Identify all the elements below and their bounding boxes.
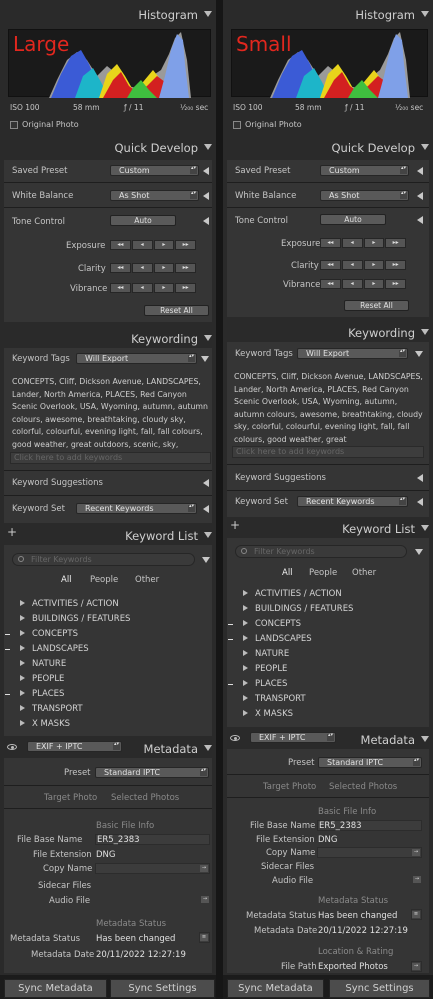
list-icon: ≡ [413,911,419,917]
list-item[interactable]: PLACES [20,689,64,699]
shutter-speed: ¹⁄₂₀₀ sec [395,103,424,112]
tab-people[interactable]: People [309,568,338,578]
tab-all[interactable]: All [282,568,293,578]
list-item[interactable]: X MASKS [20,719,70,729]
metadata-header[interactable] [0,739,216,759]
keywording-header[interactable] [223,323,433,343]
metadata-status-button[interactable] [199,932,210,943]
panel-title: Metadata [143,742,198,756]
sync-bar [0,975,216,999]
column-divider [216,0,223,999]
expand-arrow-icon [243,605,248,611]
list-item[interactable]: NATURE [20,659,66,669]
expand-icon[interactable] [203,505,209,513]
applied-marker-icon [228,624,233,625]
chevron-updown-icon: ▴▾ [400,192,407,199]
expand-icon[interactable] [417,192,423,200]
iso-value: ISO 100 [233,103,263,112]
panel-title: Histogram [138,8,198,22]
aperture: ƒ / 11 [124,103,144,112]
saved-preset-label: Saved Preset [235,166,291,176]
copy-name-label: Copy Name [43,864,93,874]
expand-arrow-icon [243,620,248,626]
list-item[interactable]: TRANSPORT [243,694,306,704]
keyword-set-select[interactable]: Recent Keywords ▴▾ [76,503,197,514]
expand-arrow-icon [20,600,25,606]
expand-arrow-icon [243,650,248,656]
arrow-right-icon[interactable]: → [414,876,420,882]
file-path-label: File Path [281,962,317,972]
filter-keywords-input[interactable]: Filter Keywords [235,545,407,558]
applied-marker-icon [5,649,10,650]
add-keyword-icon[interactable]: + [7,525,18,539]
exposure-label: Exposure [66,241,106,251]
keyword-set-label: Keyword Set [235,497,288,507]
file-path-button[interactable] [411,961,422,972]
exposure-label: Exposure [281,239,321,249]
expand-arrow-icon [243,710,248,716]
vibrance-stepper[interactable]: ◂◂ ◂ ▸ ▸▸ [110,283,197,293]
list-item[interactable]: LANDSCAPES [20,644,89,654]
keyword-suggestions-label: Keyword Suggestions [12,478,103,488]
panel-title: Quick Develop [114,141,198,155]
collapse-icon[interactable] [421,736,429,742]
list-item[interactable]: BUILDINGS / FEATURES [20,614,130,624]
expand-arrow-icon [20,615,25,621]
keyword-set-select[interactable]: Recent Keywords ▴▾ [297,496,408,507]
metadata-status-button[interactable] [411,909,422,920]
focal-length: 58 mm [295,103,322,112]
vibrance-label: Vibrance [70,284,108,294]
keyword-list-header[interactable] [0,526,216,546]
reset-all-button[interactable]: Reset All [144,305,209,316]
filter-menu-icon[interactable] [415,549,423,555]
clarity-stepper[interactable]: ◂◂ ◂ ▸ ▸▸ [320,260,407,270]
vibrance-label: Vibrance [283,280,321,290]
file-extension-label: File Extension [33,850,92,860]
applied-marker-icon [5,694,10,695]
collapse-icon[interactable] [204,745,212,751]
keyword-list-text[interactable]: CONCEPTS, Cliff, Dickson Avenue, LANDSCAPES, Lander, North America, PLACES, Red Canyon Scenic Overlook, USA, Wyoming, autumn, autumn colours, awesome, breathtaking, cloudy sky, colorful, colourful, evening light, fall, fall colours, good weather, great [234,372,423,444]
selected-photos-button[interactable]: Selected Photos [329,782,398,792]
exposure-stepper[interactable]: ◂◂ ◂ ▸ ▸▸ [320,238,407,248]
file-path-value: Exported Photos [318,962,388,972]
list-item[interactable]: BUILDINGS / FEATURES [243,604,353,614]
histogram [8,29,211,97]
panel-title: Metadata [360,733,415,747]
keyword-tags-label: Keyword Tags [12,354,70,364]
expand-arrow-icon [243,590,248,596]
saved-preset-select[interactable]: Custom ▴▾ [320,165,409,176]
sync-metadata-button[interactable]: Sync Metadata [4,979,107,998]
expand-arrow-icon [20,675,25,681]
metadata-view-select[interactable]: EXIF + IPTC ▴▾ [27,741,122,752]
collapse-icon[interactable] [204,144,212,150]
aperture: ƒ / 11 [345,103,365,112]
expand-icon[interactable] [417,474,423,482]
filter-menu-icon[interactable] [202,557,210,563]
keywording-header[interactable] [0,329,216,349]
histogram-header[interactable] [0,5,216,25]
left-panel [0,0,216,999]
expand-arrow-icon [243,635,248,641]
list-item[interactable]: CONCEPTS [243,619,301,629]
panel-title: Keyword List [342,522,415,536]
file-base-name-label: File Base Name [250,821,316,831]
collapse-icon[interactable] [204,532,212,538]
list-item[interactable]: ACTIVITIES / ACTION [20,599,119,609]
collapse-icon[interactable] [204,11,212,17]
metadata-view-select[interactable]: EXIF + IPTC ▴▾ [250,732,336,743]
clarity-stepper[interactable]: ◂◂ ◂ ▸ ▸▸ [110,263,197,273]
exposure-stepper[interactable]: ◂◂ ◂ ▸ ▸▸ [110,240,197,250]
collapse-icon[interactable] [421,525,429,531]
tone-control-label: Tone Control [235,216,288,226]
collapse-icon[interactable] [421,11,429,17]
list-item[interactable]: CONCEPTS [20,629,78,639]
chevron-updown-icon: ▴▾ [413,759,420,766]
expand-arrow-icon [20,690,25,696]
sync-settings-button[interactable]: Sync Settings [329,979,430,998]
histogram-overlay-label: Small [236,32,292,56]
filter-keywords-input[interactable]: Filter Keywords [12,553,195,566]
white-balance-label: White Balance [12,191,74,201]
keyword-tags-select[interactable]: Will Export ▴▾ [297,348,408,359]
panel-title: Keyword List [125,529,198,543]
applied-marker-icon [228,684,233,685]
expand-arrow-icon [243,665,248,671]
auto-tone-button[interactable]: Auto [110,215,176,226]
collapse-icon[interactable] [204,335,212,341]
keyword-set-label: Keyword Set [12,504,65,514]
expand-icon[interactable] [417,216,423,224]
expand-icon[interactable] [203,167,209,175]
focal-length: 58 mm [73,103,100,112]
metadata-date-value: 20/11/2022 12:27:19 [96,950,186,960]
histogram-overlay-label: Large [13,32,70,56]
white-balance-select[interactable]: As Shot ▴▾ [110,190,199,201]
expand-arrow-icon [20,630,25,636]
tab-other[interactable]: Other [352,568,377,578]
collapse-icon[interactable] [415,351,423,357]
list-item[interactable]: X MASKS [243,709,293,719]
metadata-header[interactable] [223,730,433,750]
auto-tone-button[interactable]: Auto [320,214,386,225]
tab-all[interactable]: All [61,575,72,585]
section-heading: Metadata Status [318,896,389,906]
reset-all-button[interactable]: Reset All [344,300,409,311]
list-item[interactable]: PEOPLE [243,664,287,674]
add-keywords-input[interactable]: Click here to add keywords [10,452,211,464]
preset-label: Preset [288,758,315,768]
metadata-date-label: Metadata Date [31,950,95,960]
audio-file-field [317,875,422,886]
audio-file-field [95,895,210,906]
expand-arrow-icon [243,680,248,686]
histogram [231,29,428,97]
list-item[interactable]: LANDSCAPES [243,634,312,644]
original-photo-checkbox[interactable] [233,121,241,129]
right-panel [223,0,433,999]
metadata-date-value: 20/11/2022 12:27:19 [318,926,408,936]
clarity-label: Clarity [291,261,319,271]
chevron-updown-icon: ▴▾ [190,192,197,199]
tab-other[interactable]: Other [135,575,160,585]
copy-name-field[interactable] [95,863,210,874]
shutter-speed: ¹⁄₂₀₀ sec [180,103,209,112]
list-icon: ≡ [201,934,207,940]
keyword-suggestions-label: Keyword Suggestions [235,473,326,483]
search-icon [241,548,247,554]
section-heading: Basic File Info [318,807,377,817]
target-photo-button[interactable]: Target Photo [263,782,317,792]
white-balance-label: White Balance [235,191,297,201]
arrow-right-icon[interactable]: → [202,896,208,902]
quick-develop-header[interactable] [223,138,433,158]
clarity-label: Clarity [78,264,106,274]
arrow-right-icon[interactable]: → [201,865,207,871]
expand-icon[interactable] [203,479,209,487]
section-heading: Location & Rating [318,947,394,957]
list-item[interactable]: TRANSPORT [20,704,83,714]
expand-arrow-icon [243,695,248,701]
file-extension-label: File Extension [256,835,315,845]
add-keywords-input[interactable]: Click here to add keywords [232,446,424,458]
collapse-icon[interactable] [201,356,209,362]
file-base-name-field[interactable]: ER5_2383 [317,820,422,831]
file-base-name-field[interactable]: ER5_2383 [95,834,210,845]
chevron-updown-icon: ▴▾ [400,167,407,174]
collapse-icon[interactable] [421,329,429,335]
expand-arrow-icon [20,645,25,651]
copy-name-field[interactable] [317,847,422,858]
expand-arrow-icon [20,660,25,666]
chevron-updown-icon: ▴▾ [399,498,406,505]
chevron-updown-icon: ▴▾ [188,505,195,512]
metadata-status-value: Has been changed [318,911,398,921]
chevron-updown-icon: ▴▾ [113,743,120,750]
histogram-header[interactable] [223,5,433,25]
audio-file-label: Audio File [49,896,91,906]
sidecar-files-label: Sidecar Files [261,862,315,872]
keyword-tags-label: Keyword Tags [235,349,293,359]
original-photo-checkbox[interactable] [10,121,18,129]
expand-arrow-icon [20,720,25,726]
list-item[interactable]: PLACES [243,679,287,689]
arrow-right-icon: → [413,963,419,969]
list-item[interactable]: ACTIVITIES / ACTION [243,589,342,599]
section-heading: Metadata Status [96,919,167,929]
sidecar-files-label: Sidecar Files [38,881,92,891]
quick-develop-header[interactable] [0,138,216,158]
saved-preset-label: Saved Preset [12,166,68,176]
section-heading: Basic File Info [96,821,155,831]
metadata-status-label: Metadata Status [10,934,81,944]
list-item[interactable]: NATURE [243,649,289,659]
search-icon [18,556,24,562]
chevron-updown-icon: ▴▾ [399,350,406,357]
expand-icon[interactable] [417,167,423,175]
collapse-icon[interactable] [421,144,429,150]
chevron-updown-icon: ▴▾ [327,734,334,741]
file-extension-value: DNG [96,850,116,860]
white-balance-select[interactable]: As Shot ▴▾ [320,190,409,201]
sync-settings-button[interactable]: Sync Settings [110,979,215,998]
audio-file-label: Audio File [272,876,314,886]
copy-name-label: Copy Name [266,848,316,858]
chevron-updown-icon: ▴▾ [190,167,197,174]
chevron-updown-icon: ▴▾ [200,769,207,776]
metadata-preset-select[interactable]: Standard IPTC ▴▾ [318,757,422,768]
expand-arrow-icon [20,705,25,711]
original-photo-label: Original Photo [22,120,79,129]
add-keyword-icon[interactable]: + [230,518,241,532]
metadata-date-label: Metadata Date [254,926,318,936]
expand-icon[interactable] [203,192,209,200]
vibrance-stepper[interactable]: ◂◂ ◂ ▸ ▸▸ [320,279,407,289]
arrow-right-icon[interactable]: → [413,849,419,855]
list-item[interactable]: PEOPLE [20,674,64,684]
sync-bar [223,975,433,999]
saved-preset-select[interactable]: Custom ▴▾ [110,165,199,176]
panel-title: Keywording [348,326,415,340]
target-photo-button[interactable]: Target Photo [44,793,98,803]
panel-title: Quick Develop [331,141,415,155]
keyword-list-text[interactable]: CONCEPTS, Cliff, Dickson Avenue, LANDSCAPES, Lander, North America, PLACES, Red Canyon Scenic Overlook, USA, Wyoming, autumn, autumn colours, awesome, breathtaking, cloudy sky, colorful, colourful, evening light, fall, fall colours, good weather, great outdoors, scenic, sky, [12,377,208,449]
expand-icon[interactable] [203,217,209,225]
selected-photos-button[interactable]: Selected Photos [111,793,180,803]
panel-title: Histogram [355,8,415,22]
tone-control-label: Tone Control [12,217,65,227]
applied-marker-icon [5,634,10,635]
metadata-panel [227,749,429,973]
file-extension-value: DNG [318,835,338,845]
panel-title: Keywording [131,332,198,346]
metadata-status-value: Has been changed [96,934,176,944]
iso-value: ISO 100 [10,103,40,112]
metadata-status-label: Metadata Status [246,911,317,921]
preset-label: Preset [64,768,91,778]
keyword-list-header[interactable] [223,519,433,539]
file-base-name-label: File Base Name [17,835,83,845]
sync-metadata-button[interactable]: Sync Metadata [227,979,324,998]
metadata-preset-select[interactable]: Standard IPTC ▴▾ [95,767,209,778]
original-photo-label: Original Photo [245,120,302,129]
chevron-updown-icon: ▴▾ [188,355,195,362]
tab-people[interactable]: People [90,575,119,585]
expand-icon[interactable] [417,498,423,506]
keyword-tags-select[interactable]: Will Export ▴▾ [76,353,197,364]
applied-marker-icon [228,639,233,640]
